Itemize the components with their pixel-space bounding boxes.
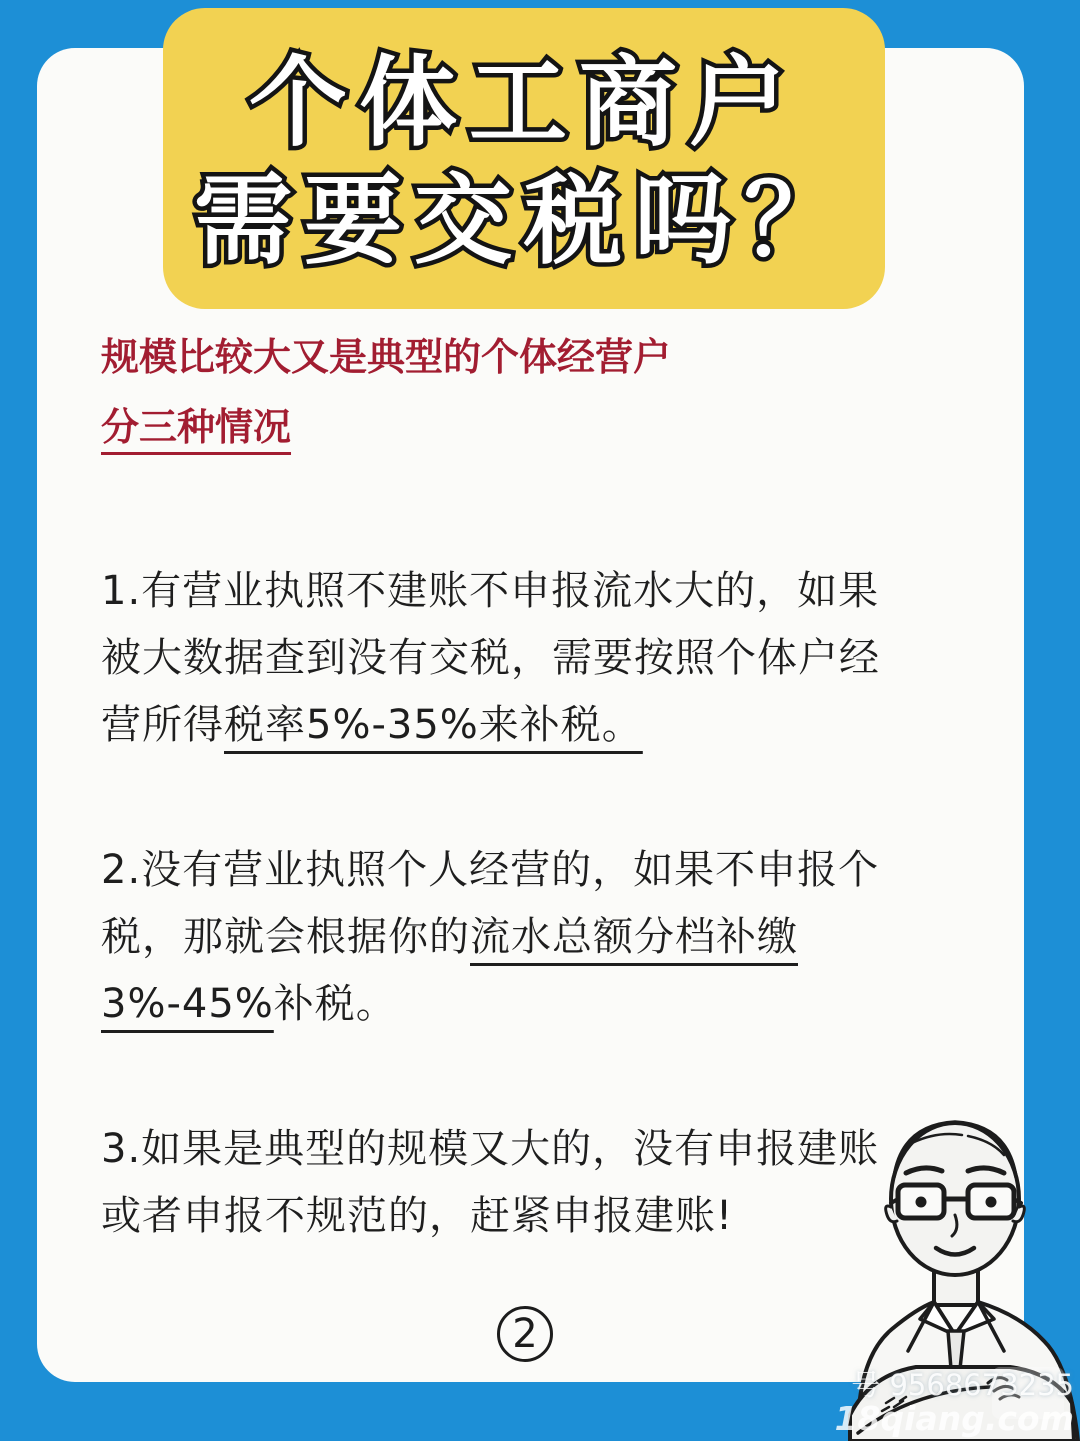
point-2-underlined-text: 流水总额分档补缴3%-45% [101, 914, 798, 1027]
page-title-line2: 需要交税吗？ [193, 163, 854, 278]
point-3-text: 3.如果是典型的规模又大的，没有申报建账或者申报不规范的，赶紧申报建账! [101, 1126, 880, 1239]
point-1-text: 1.有营业执照不建账不申报流水大的，如果被大数据查到没有交税，需要按照个体户经营所得 [101, 568, 880, 748]
watermark-site-url: 18qiang.com [834, 1399, 1074, 1438]
point-2-text: 2.没有营业执照个人经营的，如果不申报个税，那就会根据你的 [101, 847, 880, 960]
watermark-account-number: 号 9568673235 [851, 1368, 1074, 1402]
point-3 [101, 1116, 911, 1250]
point-2-text-tail: 补税。 [273, 981, 397, 1027]
point-1-underlined-text: 税率5%-35%来补税。 [224, 702, 643, 748]
body-content [101, 322, 911, 1328]
point-1 [101, 558, 911, 759]
intro-line1: 规模比较大又是典型的个体经营户 [101, 335, 672, 379]
watermark [835, 1369, 1074, 1437]
intro-line2: 分三种情况 [101, 405, 292, 449]
page-number-badge [497, 1306, 553, 1362]
title-banner [163, 8, 885, 309]
page-title-line1: 个体工商户 [248, 45, 799, 160]
page-number: 2 [512, 1311, 538, 1357]
intro-heading [101, 322, 911, 462]
point-2 [101, 837, 911, 1038]
